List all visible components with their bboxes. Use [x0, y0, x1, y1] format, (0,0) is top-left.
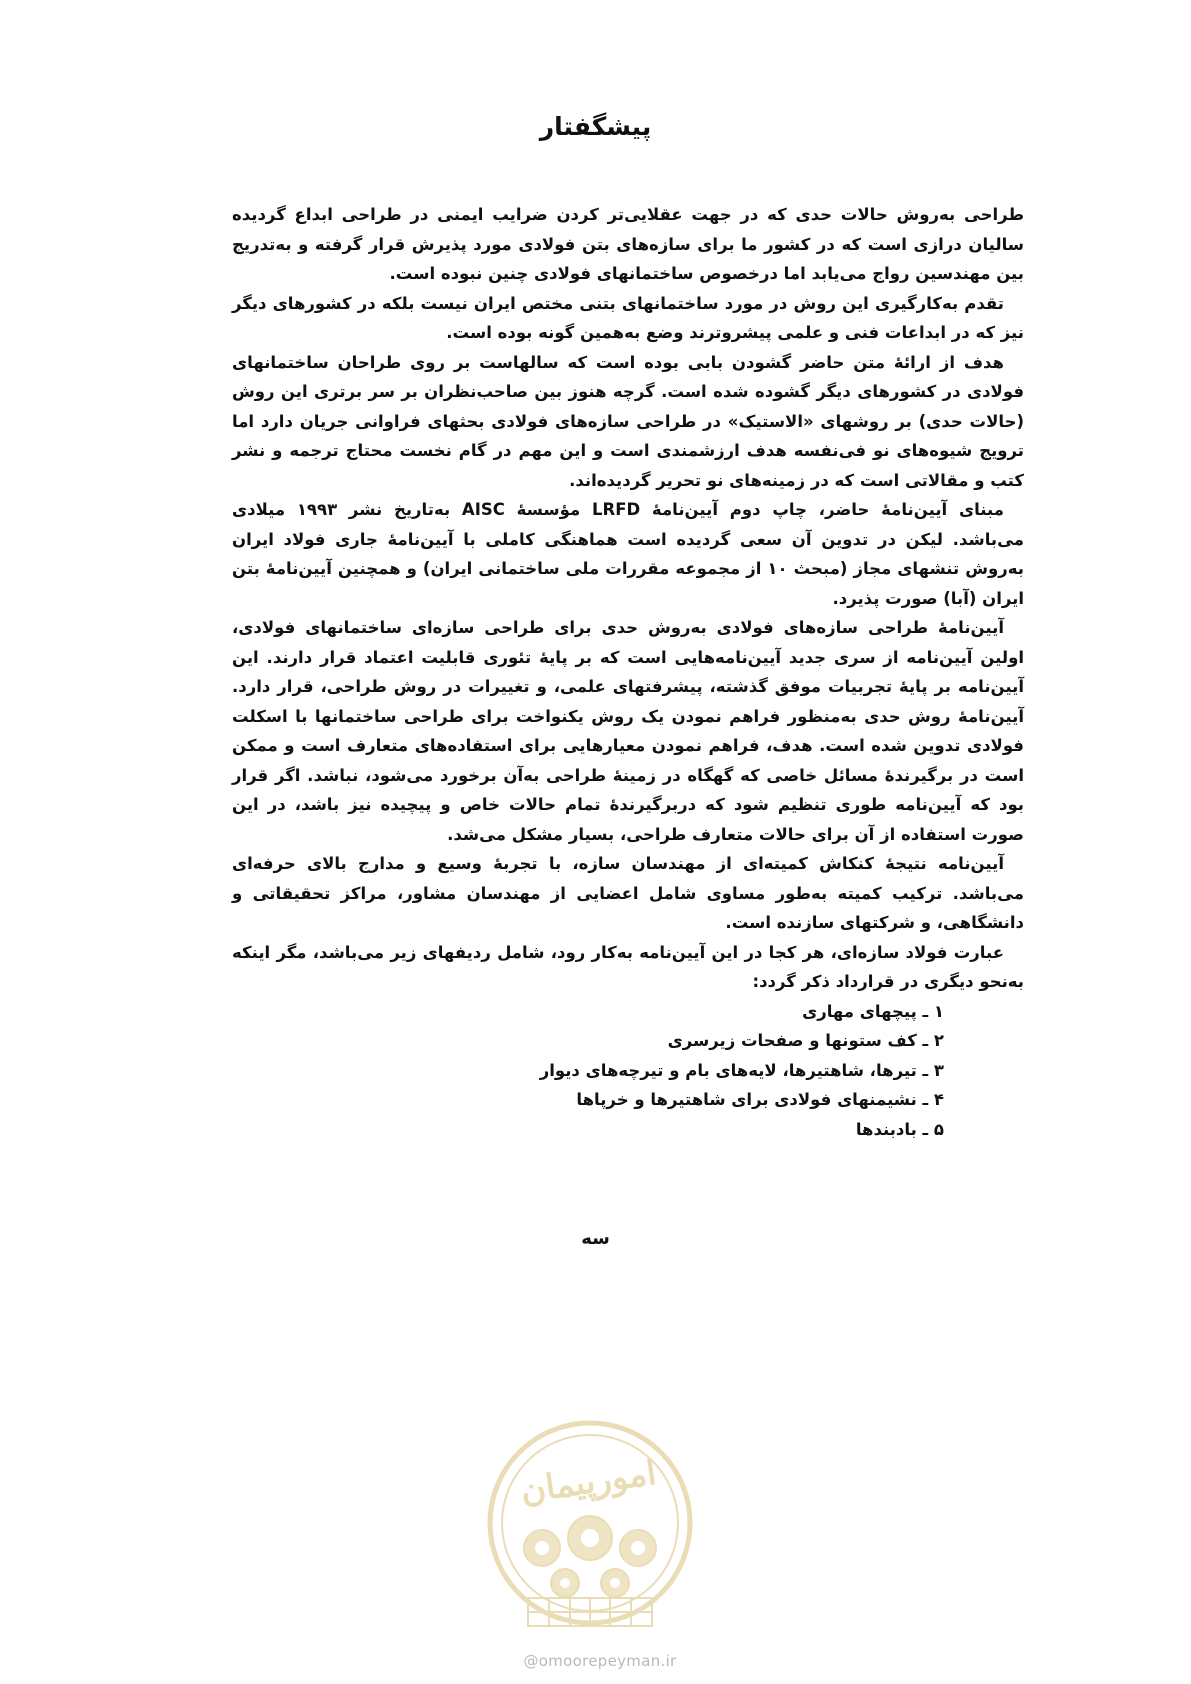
paragraph: آیین‌نامهٔ طراحی سازه‌های فولادی به‌روش حدی برای طراحی سازه‌ای ساختمانهای فولادی، اولین آیین‌نامه از سری جدید آیین‌نامه‌هایی است که بر پایهٔ تئوری قابلیت اعتماد قرار دارند. این آیین‌نامه بر پایهٔ تجربیات موفق گذشته، پیشرفتهای علمی، و تغییرات در روش طراحی، قرار دارد. آیین‌نامهٔ روش حدی به‌منظور فراهم نمودن یک روش یکنواخت برای طراحی ساختمانها با اسکلت فولادی تدوین شده است. هدف، فراهم نمودن معیارهایی برای استفاده‌های متعارف است و ممکن است در برگیرندهٔ مسائل خاصی که گهگاه در زمینهٔ طراحی به‌آن برخورد می‌شود، نباشد. اگر قرار بود که آیین‌نامه طوری تنظیم شود که دربرگیرندهٔ تمام حالات خاص و پیچیده نیز باشد، در این صورت استفاده از آن برای حالات متعارف طراحی، بسیار مشکل می‌شد.	[232, 618, 1024, 844]
paragraph: هدف از ارائهٔ متن حاضر گشودن بابی بوده است که سالهاست بر روی طراحان ساختمانهای فولادی در کشورهای دیگر گشوده شده است. گرچه هنوز بین صاحب‌نظران بر سر برتری این روش (حالات حدی) بر روشهای «الاستیک» در طراحی سازه‌های فولادی بحثهای فراوانی جریان دارد اما ترویج شیوه‌های نو فی‌نفسه هدف ارزشمندی است و این مهم در گام نخست محتاج ترجمه و نشر کتب و مقالاتی است که در زمینه‌های نو تحریر گردیده‌اند.	[232, 352, 1024, 490]
watermark-url: @omoorepeyman.ir	[523, 1652, 677, 1670]
paragraph: تقدم به‌کارگیری این روش در مورد ساختمانهای بتنی مختص ایران نیست بلکه در کشورهای دیگر نیز که در ابداعات فنی و علمی پیشروترند وضع به‌همین گونه بوده است.	[232, 293, 1024, 342]
body-text	[232, 200, 1024, 1144]
list-item: ۱ ـ پیچهای مهاری	[802, 1001, 944, 1021]
list-item: ۳ ـ تیرها، شاهتیرها، لایه‌های بام و تیرچه‌های دیوار	[539, 1060, 944, 1080]
numbered-list	[232, 997, 1024, 1145]
svg-text:امورپیمان: امورپیمان	[518, 1452, 659, 1512]
paragraph: طراحی به‌روش حالات حدی که در جهت عقلایی‌تر کردن ضرایب ایمنی در طراحی ابداع گردیده سالیان درازی است که در کشور ما برای سازه‌های بتن فولادی مورد پذیرش قرار گرفته و به‌تدریج بین مهندسین رواج می‌یابد اما درخصوص ساختمانهای فولادی چنین نبوده است.	[232, 205, 1024, 283]
list-item: ۵ ـ بادبندها	[855, 1119, 944, 1139]
watermark-logo-icon	[480, 1398, 700, 1678]
paragraph: آیین‌نامه نتیجهٔ کنکاش کمیته‌ای از مهندسان سازه، با تجربهٔ وسیع و مدارج بالای حرفه‌ای می‌باشد. ترکیب کمیته به‌طور مساوی شامل اعضایی از مهندسان مشاور، مراکز تحقیقاتی و دانشگاهی، و شرکتهای سازنده است.	[232, 854, 1024, 932]
page-title: پیشگفتار	[539, 112, 652, 141]
paragraph: مبنای آیین‌نامهٔ حاضر، چاپ دوم آیین‌نامهٔ LRFD مؤسسهٔ AISC به‌تاریخ نشر ۱۹۹۳ میلادی می‌باشد. لیکن در تدوین آن سعی گردیده است هماهنگی کاملی با آیین‌نامهٔ جاری فولاد ایران به‌روش تنشهای مجاز (مبحث ۱۰ از مجموعه مقررات ملی ساختمانی ایران) و همچنین آیین‌نامهٔ بتن ایران (آبا) صورت پذیرد.	[232, 500, 1025, 608]
list-item: ۲ ـ کف ستونها و صفحات زیرسری	[667, 1031, 944, 1050]
page-number: سه	[581, 1228, 610, 1249]
paragraph: عبارت فولاد سازه‌ای، هر کجا در این آیین‌نامه به‌کار رود، شامل ردیفهای زیر می‌باشد، مگر اینکه به‌نحو دیگری در قرارداد ذکر گردد:	[232, 942, 1024, 991]
list-item: ۴ ـ نشیمنهای فولادی برای شاهتیرها و خرپاها	[576, 1090, 944, 1109]
